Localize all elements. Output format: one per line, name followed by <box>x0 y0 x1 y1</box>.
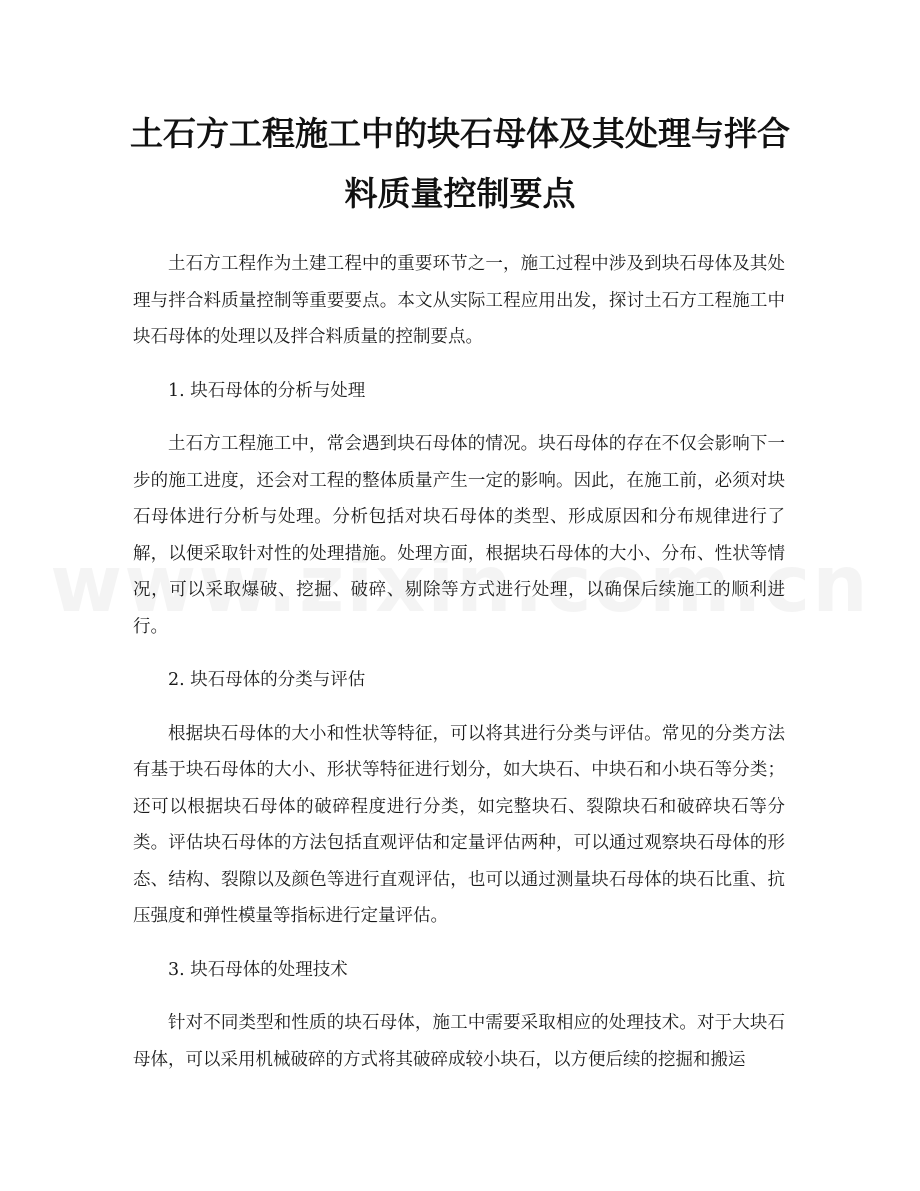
section-body-2: 根据块石母体的大小和性状等特征，可以将其进行分类与评估。常见的分类方法有基于块石母体的大小、形状等特征进行划分，如大块石、中块石和小块石等分类；还可以根据块石母体的破碎程度进行分类，如完整块石、裂隙块石和破碎块石等分类。评估块石母体的方法包括直观评估和定量评估两种，可以通过观察块石母体的形态、结构、裂隙以及颜色等进行直观评估，也可以通过测量块石母体的块石比重、抗压强度和弹性模量等指标进行定量评估。 <box>133 723 785 926</box>
section-body-1: 土石方工程施工中，常会遇到块石母体的情况。块石母体的存在不仅会影响下一步的施工进度，还会对工程的整体质量产生一定的影响。因此，在施工前，必须对块石母体进行分析与处理。分析包括对块石母体的类型、形成原因和分布规律进行了解，以便采取针对性的处理措施。处理方面，根据块石母体的大小、分布、性状等情况，可以采取爆破、挖掘、破碎、剔除等方式进行处理，以确保后续施工的顺利进行。 <box>133 434 785 637</box>
section-heading-3: 3. 块石母体的处理技术 <box>168 959 348 980</box>
document-body <box>133 246 785 1095</box>
intro-paragraph: 土石方工程作为土建工程中的重要环节之一，施工过程中涉及到块石母体及其处理与拌合料质量控制等重要要点。本文从实际工程应用出发，探讨土石方工程施工中块石母体的处理以及拌合料质量的控制要点。 <box>133 254 785 347</box>
section-heading-1: 1. 块石母体的分析与处理 <box>168 380 366 401</box>
section-heading-2: 2. 块石母体的分类与评估 <box>168 670 366 690</box>
section-body-3: 针对不同类型和性质的块石母体，施工中需要采取相应的处理技术。对于大块石母体，可以采用机械破碎的方式将其破碎成较小块石，以方便后续的挖掘和搬运 <box>133 1013 785 1070</box>
document-title: 土石方工程施工中的块石母体及其处理与拌合料质量控制要点 <box>130 114 790 213</box>
